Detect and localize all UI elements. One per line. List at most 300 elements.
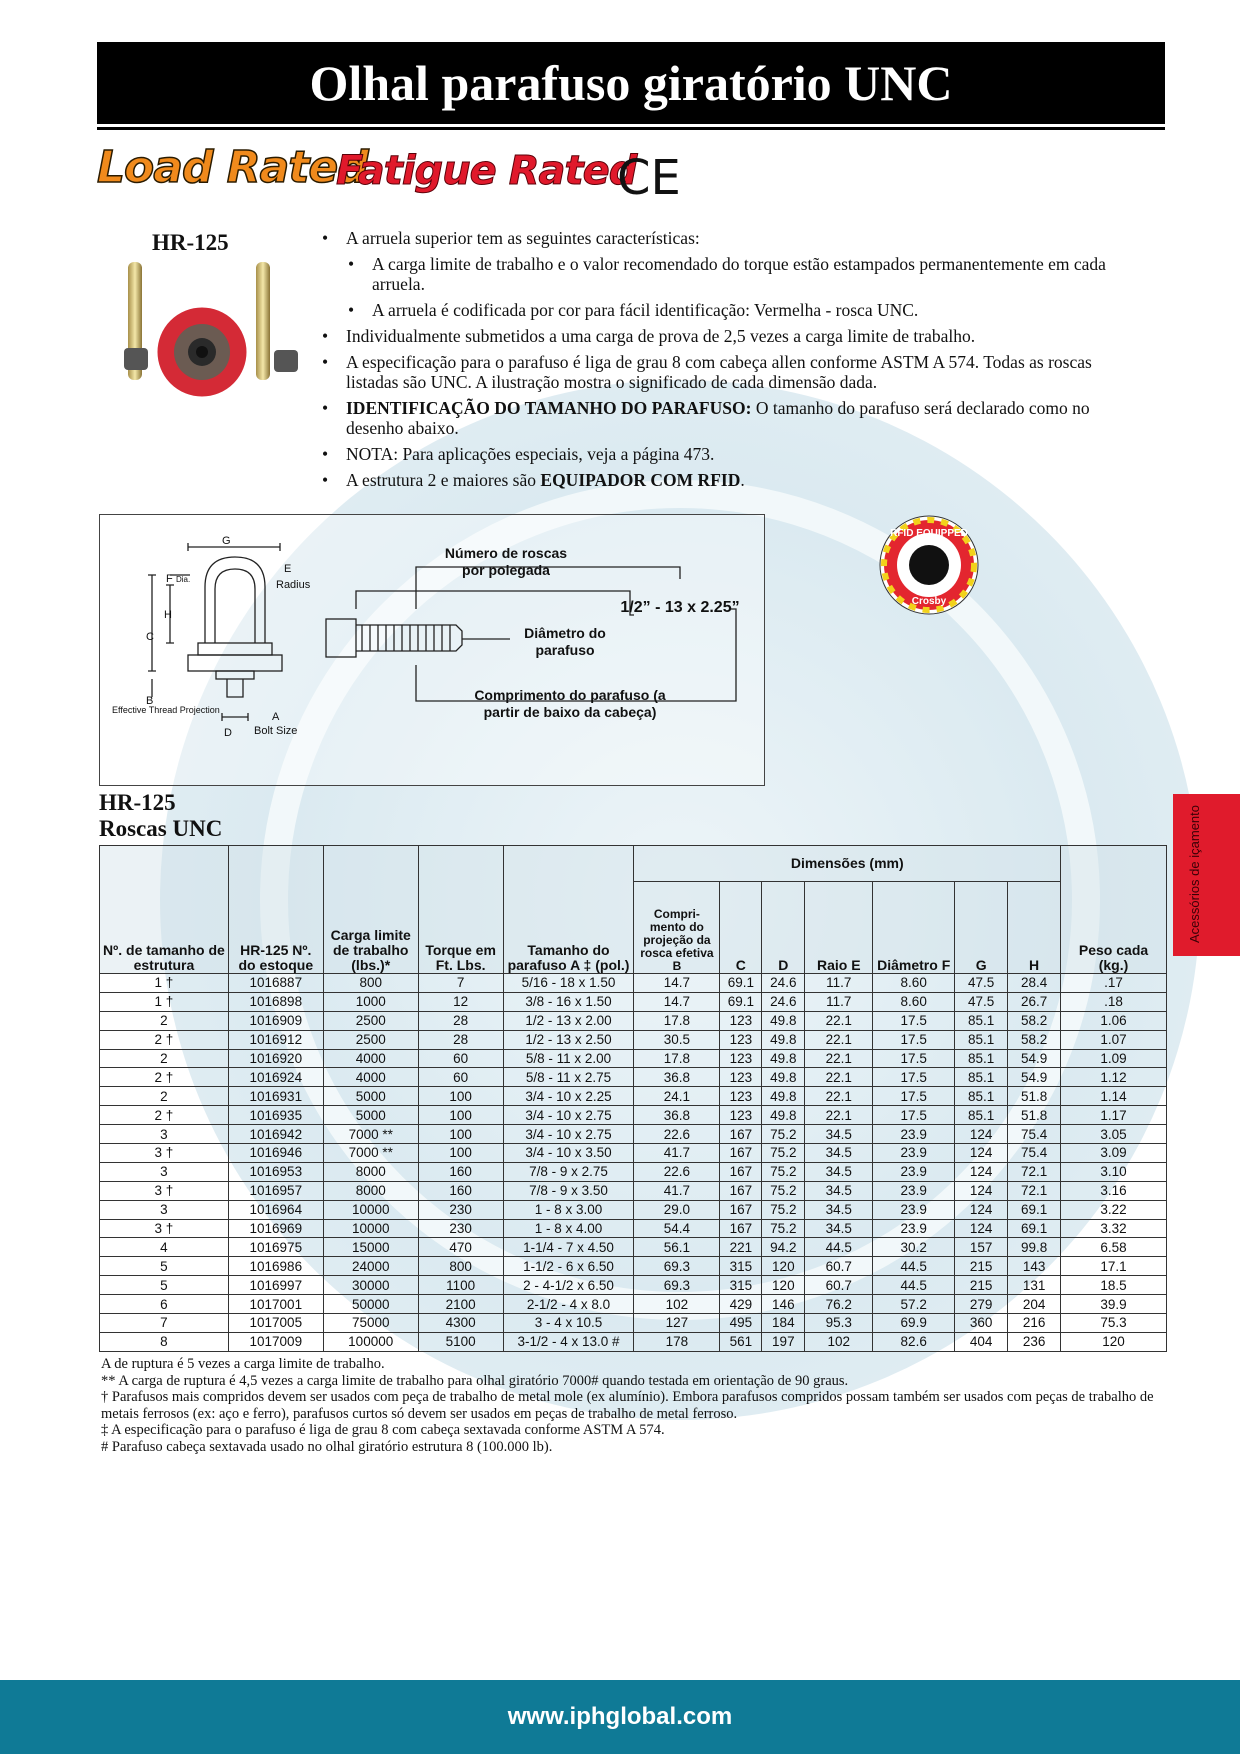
table-row — [100, 1181, 1167, 1200]
table-cell: 69.1 — [720, 992, 762, 1011]
table-cell: 4000 — [323, 1068, 418, 1087]
table-row — [100, 1276, 1167, 1295]
feature-bolt-spec: • A especificação para o parafuso é liga de grau 8 com cabeça allen conforme ASTM A 574. Todas as roscas listadas são UNC. A ilustração mostra o significado de cada dimensão dada. — [322, 352, 1122, 392]
table-cell: 23.9 — [873, 1144, 955, 1163]
table-cell: 5 — [100, 1257, 229, 1276]
product-code: HR-125 — [152, 230, 229, 255]
table-cell: 58.2 — [1008, 1011, 1061, 1030]
feature-bolt-size-id — [322, 398, 1122, 438]
table-cell: 24.6 — [762, 974, 805, 993]
dim-e: E — [284, 563, 292, 575]
table-cell: 34.5 — [805, 1125, 873, 1144]
table-cell: 23.9 — [873, 1125, 955, 1144]
table-cell: 3.16 — [1061, 1181, 1167, 1200]
table-cell: 23.9 — [873, 1181, 955, 1200]
table-cell: 49.8 — [762, 1030, 805, 1049]
table-cell: 23.9 — [873, 1162, 955, 1181]
table-cell: 123 — [720, 1049, 762, 1068]
title-divider — [97, 127, 1165, 130]
table-cell: 47.5 — [955, 974, 1008, 993]
table-cell: 215 — [955, 1257, 1008, 1276]
header-dim-e: Raio E — [805, 882, 873, 974]
table-cell: 100000 — [323, 1332, 418, 1351]
table-cell: 1016909 — [228, 1011, 323, 1030]
table-row — [100, 1011, 1167, 1030]
table-cell: 2 - 4-1/2 x 6.50 — [503, 1276, 634, 1295]
table-cell: 1.14 — [1061, 1087, 1167, 1106]
table-cell: 49.8 — [762, 1049, 805, 1068]
table-cell: 230 — [418, 1200, 503, 1219]
table-cell: 124 — [955, 1144, 1008, 1163]
feature-rfid-label: EQUIPADOR COM RFID — [540, 470, 741, 490]
footnote: A de ruptura é 5 vezes a carga limite de trabalho. — [101, 1356, 385, 1372]
table-cell: 75.2 — [762, 1181, 805, 1200]
table-cell: 1016964 — [228, 1200, 323, 1219]
table-cell: 216 — [1008, 1314, 1061, 1333]
table-cell: 44.5 — [805, 1238, 873, 1257]
table-cell: 3 - 4 x 10.5 — [503, 1314, 634, 1333]
table-cell: 85.1 — [955, 1106, 1008, 1125]
table-cell: 12 — [418, 992, 503, 1011]
table-cell: 1016935 — [228, 1106, 323, 1125]
dimension-diagram — [99, 514, 765, 786]
table-cell: 1017005 — [228, 1314, 323, 1333]
table-cell: 30.2 — [873, 1238, 955, 1257]
table-cell: 2500 — [323, 1011, 418, 1030]
table-cell: 39.9 — [1061, 1295, 1167, 1314]
table-cell: 123 — [720, 1068, 762, 1087]
table-cell: 495 — [720, 1314, 762, 1333]
table-cell: 360 — [955, 1314, 1008, 1333]
table-cell: 146 — [762, 1295, 805, 1314]
dim-radius: Radius — [276, 579, 311, 591]
table-cell: 99.8 — [1008, 1238, 1061, 1257]
table-cell: 1 † — [100, 992, 229, 1011]
table-cell: 49.8 — [762, 1087, 805, 1106]
table-cell: 236 — [1008, 1332, 1061, 1351]
table-cell: 5100 — [418, 1332, 503, 1351]
header-working-load-limit: Carga limite de trabalho (lbs.)* — [323, 846, 418, 974]
table-cell: 60 — [418, 1049, 503, 1068]
feature-note: • NOTA: Para aplicações especiais, veja a página 473. — [322, 444, 1122, 464]
feature-rfid-end: . — [740, 470, 745, 490]
table-row — [100, 1087, 1167, 1106]
page-title: Olhal parafuso giratório UNC — [97, 42, 1165, 124]
table-cell: 178 — [634, 1332, 720, 1351]
ce-mark-logo: CE — [617, 150, 681, 206]
table-cell: 24.1 — [634, 1087, 720, 1106]
table-cell: 54.9 — [1008, 1068, 1061, 1087]
footnote: # Parafuso cabeça sextavada usado no olhal giratório estrutura 8 (100.000 lb). — [101, 1438, 553, 1455]
table-cell: 30.5 — [634, 1030, 720, 1049]
table-cell: 34.5 — [805, 1219, 873, 1238]
feature-bolt-size-id-text: O tamanho do parafuso será declarado como no desenho abaixo. — [346, 398, 1090, 438]
table-cell: 24.6 — [762, 992, 805, 1011]
table-cell: 82.6 — [873, 1332, 955, 1351]
table-cell: 17.5 — [873, 1049, 955, 1068]
header-dim-b: Compri-mento do projeção da rosca efetiva B — [634, 882, 720, 974]
table-cell: 6.58 — [1061, 1238, 1167, 1257]
footnote: ‡ A especificação para o parafuso é liga de grau 8 com cabeça sextavada conforme ASTM A 574. — [101, 1422, 665, 1438]
header-dim-h: H — [1008, 882, 1061, 974]
table-cell: 800 — [323, 974, 418, 993]
table-cell: 1016969 — [228, 1219, 323, 1238]
table-cell: 76.2 — [805, 1295, 873, 1314]
table-cell: 102 — [634, 1295, 720, 1314]
table-cell: 100 — [418, 1106, 503, 1125]
label-bolt-diameter: Diâmetro do parafuso — [524, 625, 606, 658]
table-cell: 2 — [100, 1011, 229, 1030]
table-cell: 14.7 — [634, 992, 720, 1011]
table-row — [100, 1332, 1167, 1351]
header-torque: Torque em Ft. Lbs. — [418, 846, 503, 974]
table-cell: 69.1 — [1008, 1200, 1061, 1219]
feature-bolt-size-id-label: IDENTIFICAÇÃO DO TAMANHO DO PARAFUSO: — [346, 398, 752, 418]
table-cell: 3 — [100, 1162, 229, 1181]
feature-list — [322, 228, 1122, 496]
table-cell: 34.5 — [805, 1200, 873, 1219]
table-cell: 167 — [720, 1125, 762, 1144]
table-cell: 22.1 — [805, 1030, 873, 1049]
table-cell: 5/8 - 11 x 2.75 — [503, 1068, 634, 1087]
table-cell: 75.2 — [762, 1125, 805, 1144]
header-dim-f: Diâmetro F — [873, 882, 955, 974]
table-cell: 800 — [418, 1257, 503, 1276]
table-cell: 6 — [100, 1295, 229, 1314]
table-cell: 51.8 — [1008, 1106, 1061, 1125]
feature-washer-stamp: • A carga limite de trabalho e o valor recomendado do torque estão estampados permanentemente em cada arruela. — [348, 254, 1122, 294]
label-effective-thread: Effective Thread Projection — [112, 705, 220, 715]
table-cell: 36.8 — [634, 1068, 720, 1087]
table-cell: 75.2 — [762, 1200, 805, 1219]
table-cell: 167 — [720, 1144, 762, 1163]
table-cell: 3.10 — [1061, 1162, 1167, 1181]
table-cell: 3 † — [100, 1219, 229, 1238]
table-cell: 3.09 — [1061, 1144, 1167, 1163]
header-dim-d: D — [762, 882, 805, 974]
table-cell: 17.5 — [873, 1106, 955, 1125]
table-cell: 75.2 — [762, 1162, 805, 1181]
table-cell: 1.09 — [1061, 1049, 1167, 1068]
table-cell: 167 — [720, 1181, 762, 1200]
table-cell: 11.7 — [805, 992, 873, 1011]
dim-f: F — [166, 573, 173, 585]
table-cell: 10000 — [323, 1200, 418, 1219]
table-cell: 124 — [955, 1162, 1008, 1181]
table-cell: 28 — [418, 1011, 503, 1030]
table-cell: 5/8 - 11 x 2.00 — [503, 1049, 634, 1068]
table-cell: 8.60 — [873, 974, 955, 993]
table-cell: 28.4 — [1008, 974, 1061, 993]
header-stock-number: HR-125 Nº. do estoque — [228, 846, 323, 974]
dim-dia: Dia. — [176, 575, 191, 584]
table-cell: 75.2 — [762, 1219, 805, 1238]
table-cell: 3/4 - 10 x 2.25 — [503, 1087, 634, 1106]
table-cell: 2 † — [100, 1030, 229, 1049]
table-cell: 3 — [100, 1125, 229, 1144]
table-cell: 22.1 — [805, 1106, 873, 1125]
table-cell: 1016931 — [228, 1087, 323, 1106]
table-cell: 22.1 — [805, 1011, 873, 1030]
table-cell: 124 — [955, 1181, 1008, 1200]
table-cell: 1016953 — [228, 1162, 323, 1181]
table-cell: 1.12 — [1061, 1068, 1167, 1087]
table-cell: 7000 ** — [323, 1125, 418, 1144]
table-row — [100, 1200, 1167, 1219]
header-weight: Peso cada (kg.) — [1061, 846, 1167, 974]
table-cell: 3.32 — [1061, 1219, 1167, 1238]
table-cell: 7/8 - 9 x 3.50 — [503, 1181, 634, 1200]
table-cell: 315 — [720, 1257, 762, 1276]
table-cell: 5000 — [323, 1106, 418, 1125]
label-bolt-example: 1/2” - 13 x 2.25” — [620, 599, 740, 616]
table-cell: 1.06 — [1061, 1011, 1167, 1030]
table-cell: 41.7 — [634, 1144, 720, 1163]
table-cell: 124 — [955, 1125, 1008, 1144]
table-cell: 123 — [720, 1106, 762, 1125]
table-cell: 1017009 — [228, 1332, 323, 1351]
table-cell: 561 — [720, 1332, 762, 1351]
table-row — [100, 1125, 1167, 1144]
table-row — [100, 1068, 1167, 1087]
table-cell: 3 — [100, 1200, 229, 1219]
table-cell: 1000 — [323, 992, 418, 1011]
feature-washer: • A arruela superior tem as seguintes características: — [322, 228, 1122, 248]
table-cell: 167 — [720, 1200, 762, 1219]
table-row — [100, 1238, 1167, 1257]
table-cell: 69.1 — [1008, 1219, 1061, 1238]
table-cell: 3 † — [100, 1144, 229, 1163]
feature-proof-load: • Individualmente submetidos a uma carga de prova de 2,5 vezes a carga limite de trabalho. — [322, 326, 1122, 346]
table-cell: 5/16 - 18 x 1.50 — [503, 974, 634, 993]
footnote: ** A carga de ruptura é 4,5 vezes a carga limite de trabalho para olhal giratório 7000# quando testada em orientação de 90 graus. — [101, 1372, 849, 1389]
table-cell: 22.6 — [634, 1125, 720, 1144]
table-cell: 1 † — [100, 974, 229, 993]
table-row — [100, 1106, 1167, 1125]
table-cell: 1016986 — [228, 1257, 323, 1276]
table-cell: 197 — [762, 1332, 805, 1351]
dim-c: C — [146, 631, 154, 643]
table-cell: .18 — [1061, 992, 1167, 1011]
table-row — [100, 1162, 1167, 1181]
table-row — [100, 1314, 1167, 1333]
table-cell: 7 — [418, 974, 503, 993]
table-title-code: HR-125 — [99, 790, 176, 815]
table-cell: 131 — [1008, 1276, 1061, 1295]
table-cell: 49.8 — [762, 1068, 805, 1087]
table-cell: 47.5 — [955, 992, 1008, 1011]
table-cell: 15000 — [323, 1238, 418, 1257]
feature-rfid-text: A estrutura 2 e maiores são — [346, 470, 541, 490]
table-cell: 3/4 - 10 x 3.50 — [503, 1144, 634, 1163]
table-cell: 143 — [1008, 1257, 1061, 1276]
table-cell: 17.8 — [634, 1011, 720, 1030]
table-cell: 120 — [762, 1276, 805, 1295]
table-cell: 3/4 - 10 x 2.75 — [503, 1106, 634, 1125]
table-cell: 22.1 — [805, 1087, 873, 1106]
table-cell: 3.05 — [1061, 1125, 1167, 1144]
table-row — [100, 974, 1167, 993]
table-cell: 85.1 — [955, 1049, 1008, 1068]
feature-washer-color: • A arruela é codificada por cor para fácil identificação: Vermelha - rosca UNC. — [348, 300, 1122, 320]
table-cell: 23.9 — [873, 1219, 955, 1238]
spec-table — [99, 845, 1167, 1352]
table-cell: 100 — [418, 1144, 503, 1163]
label-bolt-size: Bolt Size — [254, 725, 298, 737]
table-cell: 3-1/2 - 4 x 13.0 # — [503, 1332, 634, 1351]
table-cell: 5 — [100, 1276, 229, 1295]
table-cell: 44.5 — [873, 1276, 955, 1295]
table-cell: 85.1 — [955, 1030, 1008, 1049]
section-side-tab[interactable] — [1173, 794, 1240, 956]
table-cell: 36.8 — [634, 1106, 720, 1125]
table-cell: 11.7 — [805, 974, 873, 993]
table-cell: 124 — [955, 1200, 1008, 1219]
table-cell: 1016887 — [228, 974, 323, 993]
table-title-thread: Roscas UNC — [99, 816, 223, 841]
table-cell: 95.3 — [805, 1314, 873, 1333]
table-cell: 29.0 — [634, 1200, 720, 1219]
table-cell: 75.4 — [1008, 1144, 1061, 1163]
table-cell: 85.1 — [955, 1011, 1008, 1030]
table-cell: 167 — [720, 1219, 762, 1238]
table-cell: 17.5 — [873, 1011, 955, 1030]
table-cell: 1-1/2 - 6 x 6.50 — [503, 1257, 634, 1276]
table-cell: 1017001 — [228, 1295, 323, 1314]
table-cell: .17 — [1061, 974, 1167, 993]
table-cell: 30000 — [323, 1276, 418, 1295]
table-cell: 7000 ** — [323, 1144, 418, 1163]
table-cell: 1016946 — [228, 1144, 323, 1163]
rfid-badge-top-text: RFID EQUIPPED — [890, 528, 968, 539]
footnote: † Parafusos mais compridos devem ser usados com peça de trabalho de metal mole (ex alumínio). Embora parafusos compridos possam também ser usados com peças de trabalho de metais ferrosos (ex: aço e ferro), parafusos curtos só devem ser usados em peças de trabalho de metal ferroso. — [101, 1389, 1154, 1422]
table-cell: 5000 — [323, 1087, 418, 1106]
table-cell: 85.1 — [955, 1087, 1008, 1106]
table-row — [100, 1049, 1167, 1068]
table-cell: 2100 — [418, 1295, 503, 1314]
table-cell: 160 — [418, 1181, 503, 1200]
table-cell: 22.6 — [634, 1162, 720, 1181]
table-cell: 75.2 — [762, 1144, 805, 1163]
table-cell: 49.8 — [762, 1106, 805, 1125]
table-cell: 230 — [418, 1219, 503, 1238]
table-cell: 26.7 — [1008, 992, 1061, 1011]
table-cell: 17.5 — [873, 1068, 955, 1087]
table-cell: 1100 — [418, 1276, 503, 1295]
table-cell: 1.07 — [1061, 1030, 1167, 1049]
table-cell: 2 † — [100, 1106, 229, 1125]
load-rated-logo: Load Rated — [97, 142, 368, 193]
header-dim-c: C — [720, 882, 762, 974]
table-cell: 49.8 — [762, 1011, 805, 1030]
table-cell: 44.5 — [873, 1257, 955, 1276]
table-cell: 51.8 — [1008, 1087, 1061, 1106]
table-cell: 8.60 — [873, 992, 955, 1011]
table-cell: 7/8 - 9 x 2.75 — [503, 1162, 634, 1181]
spec-table-body — [100, 974, 1167, 1352]
table-cell: 1016942 — [228, 1125, 323, 1144]
table-cell: 4000 — [323, 1049, 418, 1068]
table-cell: 41.7 — [634, 1181, 720, 1200]
table-cell: 75000 — [323, 1314, 418, 1333]
table-cell: 56.1 — [634, 1238, 720, 1257]
table-title — [99, 790, 222, 842]
table-cell: 58.2 — [1008, 1030, 1061, 1049]
table-cell: 127 — [634, 1314, 720, 1333]
table-cell: 69.1 — [720, 974, 762, 993]
table-cell: 1016975 — [228, 1238, 323, 1257]
table-cell: 429 — [720, 1295, 762, 1314]
table-cell: 2 — [100, 1087, 229, 1106]
table-cell: 72.1 — [1008, 1181, 1061, 1200]
table-cell: 69.9 — [873, 1314, 955, 1333]
table-row — [100, 1219, 1167, 1238]
table-row — [100, 1295, 1167, 1314]
dim-h: H — [164, 609, 172, 621]
table-cell: 24000 — [323, 1257, 418, 1276]
table-cell: 17.5 — [873, 1087, 955, 1106]
table-cell: 60.7 — [805, 1257, 873, 1276]
table-cell: 1 - 8 x 4.00 — [503, 1219, 634, 1238]
feature-rfid — [322, 470, 1122, 490]
header-bolt-size: Tamanho do parafuso A ‡ (pol.) — [503, 846, 634, 974]
table-cell: 100 — [418, 1125, 503, 1144]
table-cell: 1016957 — [228, 1181, 323, 1200]
table-cell: 123 — [720, 1030, 762, 1049]
table-cell: 23.9 — [873, 1200, 955, 1219]
table-cell: 50000 — [323, 1295, 418, 1314]
table-cell: 470 — [418, 1238, 503, 1257]
label-threads-per-inch: Número de roscas por polegada — [444, 545, 568, 578]
table-cell: 4300 — [418, 1314, 503, 1333]
table-cell: 160 — [418, 1162, 503, 1181]
table-cell: 60 — [418, 1068, 503, 1087]
table-cell: 3/8 - 16 x 1.50 — [503, 992, 634, 1011]
header-dimensions: Dimensões (mm) — [634, 846, 1061, 882]
dim-a: A — [272, 711, 280, 723]
table-cell: 204 — [1008, 1295, 1061, 1314]
table-cell: 123 — [720, 1011, 762, 1030]
table-cell: 3/4 - 10 x 2.75 — [503, 1125, 634, 1144]
table-cell: 60.7 — [805, 1276, 873, 1295]
table-cell: 167 — [720, 1162, 762, 1181]
footer-website-link[interactable]: www.iphglobal.com — [0, 1680, 1240, 1754]
section-side-tab-label: Acessórios de içamento — [1187, 805, 1202, 944]
header-dim-g: G — [955, 882, 1008, 974]
table-cell: 57.2 — [873, 1295, 955, 1314]
table-cell: 17.8 — [634, 1049, 720, 1068]
table-cell: 7 — [100, 1314, 229, 1333]
footnotes — [101, 1356, 1165, 1455]
table-cell: 34.5 — [805, 1144, 873, 1163]
table-row — [100, 992, 1167, 1011]
table-cell: 1016898 — [228, 992, 323, 1011]
dim-d: D — [224, 727, 232, 739]
dim-b: B — [146, 695, 154, 707]
table-cell: 75.3 — [1061, 1314, 1167, 1333]
table-cell: 69.3 — [634, 1276, 720, 1295]
table-cell: 1 - 8 x 3.00 — [503, 1200, 634, 1219]
table-cell: 34.5 — [805, 1181, 873, 1200]
table-cell: 157 — [955, 1238, 1008, 1257]
table-cell: 18.5 — [1061, 1276, 1167, 1295]
table-cell: 17.1 — [1061, 1257, 1167, 1276]
table-cell: 1/2 - 13 x 2.50 — [503, 1030, 634, 1049]
table-cell: 54.4 — [634, 1219, 720, 1238]
table-cell: 100 — [418, 1087, 503, 1106]
table-cell: 1016920 — [228, 1049, 323, 1068]
table-cell: 279 — [955, 1295, 1008, 1314]
